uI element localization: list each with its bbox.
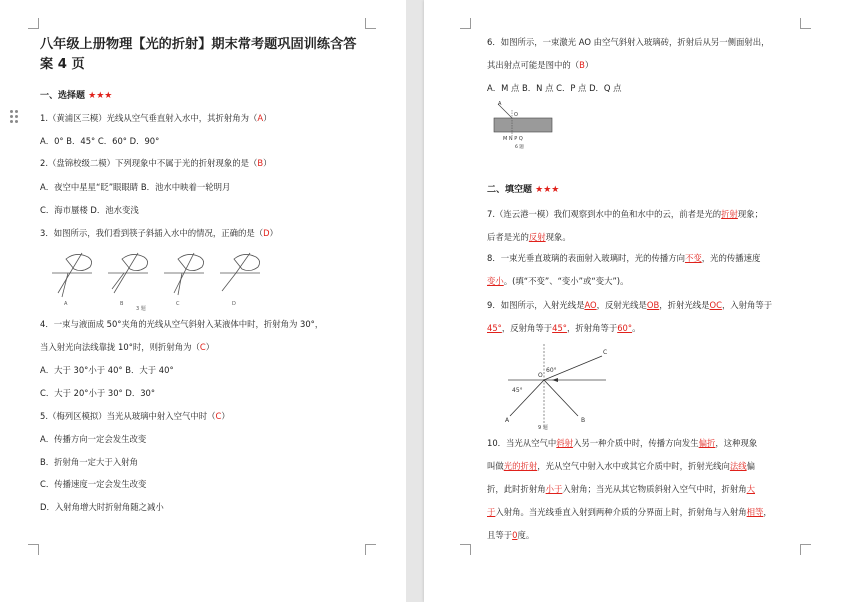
question-text: 偏 bbox=[746, 461, 755, 471]
hand-sketch-d bbox=[220, 253, 260, 291]
reflection-refraction-figure bbox=[502, 342, 612, 430]
glass-block-figure bbox=[490, 98, 558, 156]
figure-label: M N P Q bbox=[503, 136, 523, 142]
question-text: 入射角。当光线垂直入射到两种介质的分界面上时，折射角与入射角 bbox=[495, 507, 747, 517]
question-5-option-a: A．传播方向一定会发生改变 bbox=[40, 434, 147, 444]
figure-label: 45° bbox=[512, 387, 523, 394]
document-title: 八年级上册物理【光的折射】期末常考题巩固训练含答 bbox=[40, 37, 357, 52]
figure-label: A bbox=[505, 417, 510, 424]
answer: A bbox=[257, 113, 264, 123]
question-text: ，反射光线是 bbox=[596, 300, 647, 310]
question-1-options: A．0° B．45° C．60° D．90° bbox=[40, 136, 160, 146]
question-3 bbox=[40, 227, 278, 239]
answer: 45° bbox=[487, 323, 502, 333]
answer: 小于 bbox=[545, 484, 563, 494]
question-text: ，反射角等于 bbox=[501, 323, 553, 333]
figure-label: B bbox=[581, 417, 586, 424]
answer: B bbox=[257, 158, 264, 168]
answer: 法线 bbox=[729, 461, 747, 471]
question-text: ） bbox=[584, 60, 594, 70]
question-text: 10．当光从空气中 bbox=[487, 438, 557, 448]
question-text: ，光的传播速度 bbox=[701, 253, 761, 263]
crop-mark bbox=[28, 544, 39, 555]
document-title-cont: 案 4 页 bbox=[40, 57, 85, 72]
question-text: ） bbox=[205, 342, 215, 352]
question-text: 入另一种介质中时，传播方向发生 bbox=[573, 438, 699, 448]
answer: 0 bbox=[512, 530, 518, 540]
question-text: ，光从空气中射入水中或其它介质中时，折射光线向 bbox=[537, 461, 730, 471]
question-10-line5 bbox=[487, 529, 534, 541]
question-text: ， bbox=[763, 507, 772, 517]
figure-label: O bbox=[538, 372, 543, 379]
crop-mark bbox=[460, 544, 471, 555]
question-text: ，折射角等于 bbox=[566, 323, 618, 333]
crop-mark bbox=[28, 18, 39, 29]
question-10-line2 bbox=[487, 460, 755, 472]
question-2 bbox=[40, 157, 272, 169]
crop-mark bbox=[365, 544, 376, 555]
hand-sketch-a bbox=[52, 253, 92, 297]
answer: 于 bbox=[487, 507, 496, 517]
crop-mark bbox=[460, 18, 471, 29]
question-2-options-ab: A．夜空中星星“眨”眼眼睛 B．池水中映着一轮明月 bbox=[40, 182, 231, 192]
question-text: 入射角；当光从其它物质斜射入空气中时，折射角 bbox=[562, 484, 747, 494]
question-5-option-b: B．折射角一定大于入射角 bbox=[40, 457, 138, 467]
question-10-line1 bbox=[487, 437, 757, 449]
crop-mark bbox=[800, 544, 811, 555]
question-text: 8．一束光垂直玻璃的表面射入玻璃时，光的传播方向 bbox=[487, 253, 685, 263]
question-5-option-d: D．入射角增大时折射角随之减小 bbox=[40, 502, 164, 512]
answer: 变小 bbox=[487, 276, 504, 286]
answer: 光的折射 bbox=[503, 461, 538, 471]
figure-label: A bbox=[64, 301, 68, 307]
question-text: ） bbox=[269, 228, 278, 238]
question-4-options-cd: C．大于 20°小于 30° D．30° bbox=[40, 388, 156, 398]
question-text: 现象。 bbox=[545, 232, 571, 242]
answer: 折射 bbox=[721, 209, 738, 219]
question-text: 当入射光向法线靠拢 10°时，则折射角为（ bbox=[40, 342, 200, 352]
question-text: ） bbox=[263, 113, 272, 123]
question-text: 其出射点可能是图中的（ bbox=[487, 60, 580, 70]
question-10-line4 bbox=[487, 506, 772, 518]
question-text: ，折射光线是 bbox=[659, 300, 710, 310]
question-4-line1: 4．一束与液面成 50°夹角的光线从空气斜射入某液体中时，折射角为 30°， bbox=[40, 319, 324, 329]
question-text: 度。 bbox=[517, 530, 535, 540]
difficulty-stars: ★★★ bbox=[88, 91, 113, 101]
question-5 bbox=[40, 410, 230, 422]
answer: C bbox=[215, 411, 222, 421]
question-text: 9．如图所示，入射光线是 bbox=[487, 300, 585, 310]
answer: 不变 bbox=[684, 253, 702, 263]
figure-label: A bbox=[498, 101, 502, 107]
answer: OB bbox=[646, 300, 660, 310]
figure-label: D bbox=[232, 301, 236, 307]
figure-label: O bbox=[514, 112, 518, 118]
figure-label: B bbox=[120, 301, 124, 307]
answer: B bbox=[579, 60, 585, 70]
section-heading-choice bbox=[40, 90, 112, 102]
difficulty-stars: ★★★ bbox=[535, 185, 560, 195]
question-7-line2 bbox=[487, 231, 571, 243]
question-8-line1 bbox=[487, 252, 760, 264]
question-text: 1.（黄浦区三模）光线从空气垂直射入水中，其折射角为（ bbox=[40, 113, 258, 123]
figure-caption: 6 题 bbox=[515, 145, 524, 150]
question-text: 2.（盘锦校级二模）下列现象中不属于光的折射现象的是（ bbox=[40, 158, 258, 168]
question-9-line1 bbox=[487, 299, 772, 311]
question-7-line1 bbox=[487, 208, 763, 220]
question-text: 后者是光的 bbox=[487, 232, 529, 242]
question-8-line2 bbox=[487, 275, 628, 287]
drag-handle-icon[interactable] bbox=[10, 110, 20, 124]
question-10-line3 bbox=[487, 483, 755, 495]
question-text: 折，此时折射角 bbox=[487, 484, 546, 494]
figure-label: C bbox=[603, 349, 608, 356]
question-6-line1: 6．如图所示，一束激光 AO 由空气斜射入玻璃砖，折射后从另一侧面射出， bbox=[487, 37, 770, 47]
answer: 反射 bbox=[528, 232, 546, 242]
figure-caption: 9 题 bbox=[538, 425, 548, 430]
section-label: 二、填空题 bbox=[487, 185, 533, 195]
question-2-options-cd: C．海市蜃楼 D．池水变浅 bbox=[40, 205, 139, 215]
question-5-option-c: C．传播速度一定会发生改变 bbox=[40, 479, 147, 489]
answer: 斜射 bbox=[556, 438, 574, 448]
question-4-line2 bbox=[40, 341, 214, 353]
answer: C bbox=[199, 342, 206, 352]
question-text: ，入射角等于 bbox=[721, 300, 773, 310]
section-heading-fill bbox=[487, 184, 559, 196]
question-text: 5.（梅列区模拟）当光从玻璃中射入空气中时（ bbox=[40, 411, 216, 421]
question-text: 现象； bbox=[737, 209, 763, 219]
answer: D bbox=[263, 228, 270, 238]
page-gap bbox=[406, 0, 424, 602]
document-page-2 bbox=[424, 0, 861, 602]
question-text: ） bbox=[263, 158, 272, 168]
answer: AO bbox=[584, 300, 597, 310]
question-text: 3．如图所示，我们看到筷子斜插入水中的情况，正确的是（ bbox=[40, 228, 264, 238]
hand-sketch-c bbox=[164, 253, 204, 295]
crop-mark bbox=[800, 18, 811, 29]
hand-sketch-b bbox=[108, 253, 148, 293]
question-text: 7.（连云港一模）我们观察到水中的鱼和水中的云，前者是光的 bbox=[487, 209, 722, 219]
answer: 偏折 bbox=[698, 438, 716, 448]
figure-label: 60° bbox=[546, 367, 557, 374]
question-text: ，这种现象 bbox=[715, 438, 758, 448]
question-text: ） bbox=[221, 411, 230, 421]
question-6-options: A．M 点 B．N 点 C．P 点 D．Q 点 bbox=[487, 83, 622, 93]
question-text: 。 bbox=[632, 323, 641, 333]
figure-label: C bbox=[176, 301, 180, 307]
question-4-options-ab: A．大于 30°小于 40° B．大于 40° bbox=[40, 365, 174, 375]
section-label: 一、选择题 bbox=[40, 91, 86, 101]
question-9-line2 bbox=[487, 322, 640, 334]
question-text: 且等于 bbox=[487, 530, 513, 540]
crop-mark bbox=[365, 18, 376, 29]
answer: OC bbox=[709, 300, 722, 310]
answer: 60° bbox=[617, 323, 633, 333]
answer: 相等 bbox=[746, 507, 764, 517]
question-text: 叫做 bbox=[487, 461, 504, 471]
answer: 45° bbox=[552, 323, 567, 333]
question-text: 。(填“不变”、“变小”或“变大”)。 bbox=[503, 276, 629, 286]
document-page-1 bbox=[0, 0, 406, 602]
question-6-line2 bbox=[487, 59, 593, 71]
answer: 大 bbox=[746, 484, 755, 494]
figure-caption: 3 题 bbox=[136, 306, 146, 312]
chopsticks-figure bbox=[44, 245, 274, 313]
question-1 bbox=[40, 112, 271, 124]
